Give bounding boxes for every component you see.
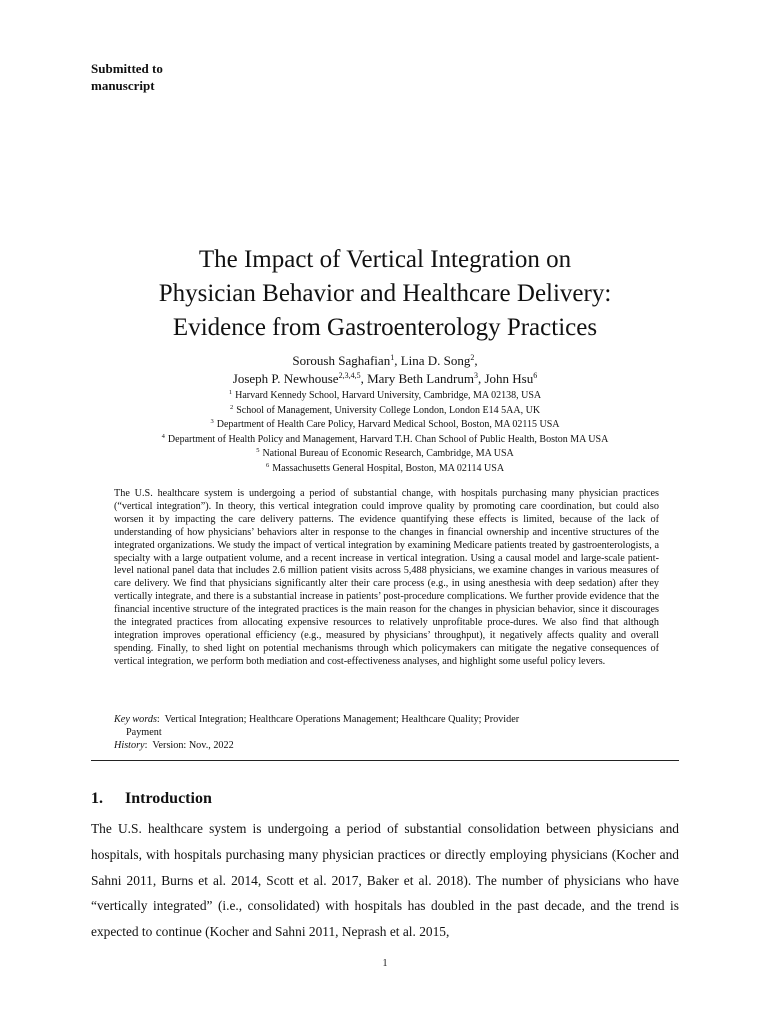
- author-name: Mary Beth Landrum: [367, 371, 474, 386]
- submission-header: [91, 60, 163, 94]
- affiliation-item: [60, 389, 710, 404]
- author-line-2: [60, 370, 710, 388]
- author-name: John Hsu: [484, 371, 534, 386]
- author-affiliation-mark: 1: [390, 353, 395, 362]
- affiliation-number: 5: [256, 447, 260, 455]
- introduction-paragraph: The U.S. healthcare system is undergoing a period of substantial consolidation between physicians and hospitals, with hospitals purchasing many physician practices or directly employing physicians (Kocher and Sahni 2011, Burns et al. 2014, Scott et al. 2017, Baker et al. 2018). The number of physicians who have “vertically integrated” (i.e., consolidated) with hospitals has doubled in the past decade, and the trend is expected to continue (Kocher and Sahni 2011, Neprash et al. 2015,: [91, 821, 679, 940]
- keywords-block: [114, 713, 659, 752]
- author-line-1: [60, 352, 710, 370]
- author-affiliation-mark: 6: [533, 371, 538, 380]
- section-heading: [91, 789, 212, 809]
- author-affiliation-mark: 2,3,4,5: [338, 371, 361, 380]
- affiliation-text: School of Management, University College London, London E14 5AA, UK: [236, 404, 541, 416]
- keywords-line: Key words: Vertical Integration; Healthcare Operations Management; Healthcare Quality; Provider: [114, 714, 520, 725]
- author-name: Joseph P. Newhouse: [232, 371, 339, 386]
- affiliation-number: 6: [265, 461, 270, 469]
- author-name: Lina D. Song: [400, 353, 471, 368]
- author-separator: ,: [360, 371, 368, 386]
- affiliation-text: National Bureau of Economic Research, Cambridge, MA USA: [262, 448, 514, 460]
- affiliation-text: Department of Health Care Policy, Harvard Medical School, Boston, MA 02115 USA: [216, 419, 560, 431]
- affiliation-text: Department of Health Policy and Management, Harvard T.H. Chan School of Public Health, Boston MA USA: [167, 433, 609, 445]
- paper-title: [60, 243, 710, 345]
- section-title: Introduction: [125, 790, 212, 807]
- page-number: 1: [382, 958, 388, 969]
- affiliation-list: [60, 389, 710, 477]
- title-line-1: The Impact of Vertical Integration on: [198, 246, 572, 273]
- keywords-text: Vertical Integration; Healthcare Operations Management; Healthcare Quality; Provider: [164, 714, 520, 725]
- abstract-divider: [91, 760, 679, 761]
- history-text: Version: Nov., 2022: [152, 740, 234, 751]
- author-separator: ,: [474, 353, 478, 368]
- author-affiliation-mark: 2: [470, 353, 475, 362]
- author-affiliation-mark: 3: [473, 371, 478, 380]
- affiliation-number: 1: [228, 389, 233, 396]
- title-line-2: Physician Behavior and Healthcare Delivery:: [158, 280, 612, 307]
- author-separator: ,: [394, 353, 401, 368]
- affiliation-item: [60, 418, 710, 433]
- author-list: [60, 352, 710, 388]
- title-line-3: Evidence from Gastroenterology Practices: [172, 314, 598, 341]
- affiliation-number: 4: [161, 432, 165, 440]
- keywords-label: Key words: [114, 714, 157, 725]
- author-name: Soroush Saghafian: [292, 353, 391, 368]
- keywords-continuation: Payment: [126, 727, 162, 738]
- section-number: 1.: [91, 790, 103, 807]
- author-separator: ,: [477, 371, 485, 386]
- affiliation-item: [60, 447, 710, 462]
- affiliation-number: 3: [210, 418, 214, 426]
- affiliation-item: [60, 433, 710, 448]
- history-label: History: [114, 740, 145, 751]
- affiliation-text: Massachusetts General Hospital, Boston, MA 02114 USA: [272, 462, 505, 474]
- submission-line-2: manuscript: [91, 78, 155, 93]
- affiliation-number: 2: [229, 403, 234, 411]
- affiliation-item: [60, 404, 710, 419]
- affiliation-item: [60, 462, 710, 477]
- affiliation-text: Harvard Kennedy School, Harvard University, Cambridge, MA 02138, USA: [235, 390, 542, 401]
- submission-line-1: Submitted to: [91, 61, 163, 76]
- abstract: The U.S. healthcare system is undergoing a period of substantial change, with hospitals purchasing many physician practices (“vertical integration”). In theory, this vertical integration could improve quality by promoting care coordination, but could also worsen it by impacting the care delivery patterns. The evidence quantifying these effects is limited, because of the lack of understanding of how physicians’ behaviors alter in response to the changes in financial ownership and incentive structures of the integrated organizations. We study the impact of vertical integration by examining Medicare patients treated by gastroenterologists, a specialty with a large outpatient volume, and a recent increase in vertical integration. Using a causal model and large-scale patient-level national panel data that includes 2.6 million patient visits across 5,488 physicians, we examine changes in various measures of care delivery. We find that physicians significantly alter their care process (e.g., in using anesthesia with deep sedation) after they vertically integrate, and there is a substantial increase in patients’ post-procedure complications. We further provide evidence that the financial incentive structure of the integrated practices is the main reason for the changes in physician behavior, since it discourages the integrated practices from allocating expensive resources to relatively unprofitable proce-dures. We also find that although integration improves operational efficiency (e.g., measured by physicians’ throughput), it negatively affects quality and overall spending. Finally, to shed light on potential mechanisms through which policymakers can mitigate the negative consequences of vertical integration, we perform both mediation and cost-effectiveness analyses, and highlight some useful policy levers.: [114, 488, 659, 667]
- history-line: History: Version: Nov., 2022: [114, 740, 234, 751]
